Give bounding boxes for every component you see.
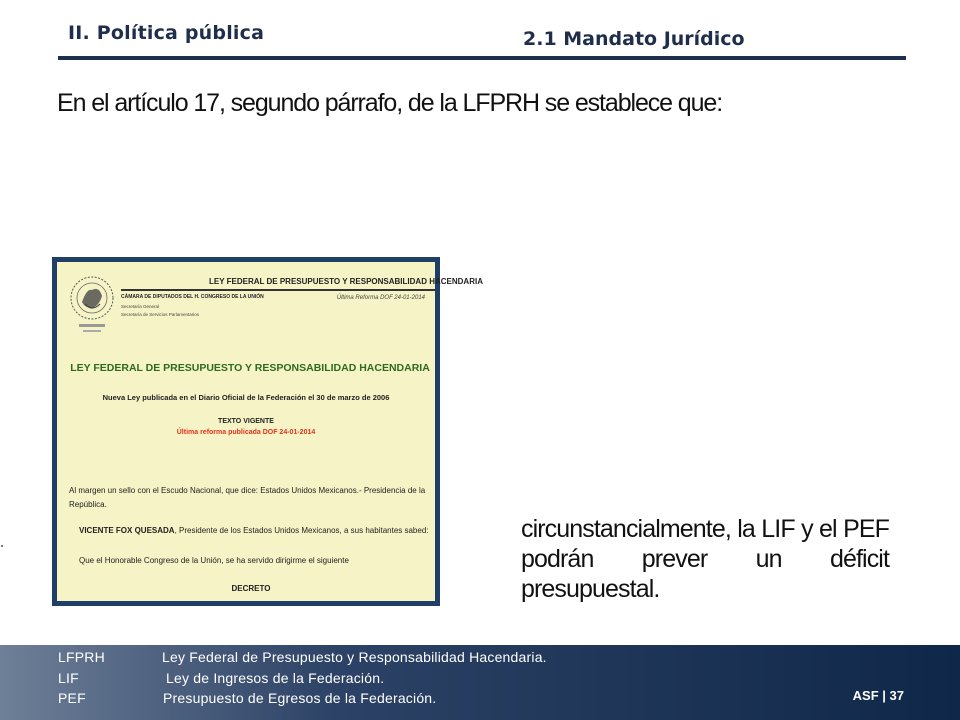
national-seal-icon: [69, 268, 115, 338]
document-main-title: LEY FEDERAL DE PRESUPUESTO Y RESPONSABILIDAD HACENDARIA: [70, 362, 430, 374]
glossary-abbr: PEF: [58, 690, 86, 706]
document-secretaria-servicios: Secretaría de Servicios Parlamentarios: [121, 312, 200, 317]
document-paragraph-congress: Que el Honorable Congreso de la Unión, se ha servido dirigirme el siguiente: [79, 556, 349, 565]
document-paragraph-seal: Al margen un sello con el Escudo Nacional, que dice: Estados Unidos Mexicanos.- Presidencia de la República.: [69, 486, 426, 509]
glossary-abbr: LIF: [58, 670, 79, 686]
document-decreto: DECRETO: [231, 584, 271, 593]
glossary-definition: Ley de Ingresos de la Federación.: [166, 670, 385, 686]
glossary-item-lif: [58, 670, 385, 686]
document-secretaria-general: Secretaría General: [121, 304, 160, 309]
document-header-title: LEY FEDERAL DE PRESUPUESTO Y RESPONSABILIDAD HACENDARIA: [209, 277, 483, 286]
glossary-definition: Presupuesto de Egresos de la Federación.: [163, 690, 437, 706]
subsection-title: 2.1 Mandato Jurídico: [523, 28, 745, 50]
document-published-line: Nueva Ley publicada en el Diario Oficial de la Federación el 30 de marzo de 2006: [102, 393, 390, 402]
document-vigente: TEXTO VIGENTE: [218, 418, 274, 425]
document-paragraph-president: [79, 526, 429, 535]
header-divider: [58, 56, 906, 60]
document-image-frame: [52, 257, 483, 606]
glossary-item-pef: [58, 690, 437, 706]
document-reform-note: Última Reforma DOF 24-01-2014: [336, 295, 425, 301]
glossary-definition: Ley Federal de Presupuesto y Responsabilidad Hacendaria.: [162, 649, 547, 665]
section-title: II. Política pública: [68, 22, 265, 44]
president-name: VICENTE FOX QUESADA: [79, 526, 175, 535]
document-chamber: CÁMARA DE DIPUTADOS DEL H. CONGRESO DE LA UNIÓN: [121, 294, 264, 300]
intro-text: En el artículo 17, segundo párrafo, de la LFPRH se establece que:: [57, 89, 723, 117]
president-rest: , Presidente de los Estados Unidos Mexicanos, a sus habitantes sabed:: [174, 526, 429, 535]
document-last-reform: Última reforma publicada DOF 24-01-2014: [176, 429, 316, 436]
glossary-item-lfprh: [58, 649, 547, 665]
law-document-image: [57, 262, 483, 601]
document-header-rule: [121, 289, 435, 291]
glossary-abbr: LFPRH: [58, 649, 105, 665]
page-number: ASF | 37: [852, 688, 904, 703]
stray-mark: [1, 545, 3, 547]
quote-text: circunstancialmente, la LIF y el PEF podrán prever un déficit presupuestal.: [521, 515, 889, 603]
footer-bar: [0, 645, 960, 720]
